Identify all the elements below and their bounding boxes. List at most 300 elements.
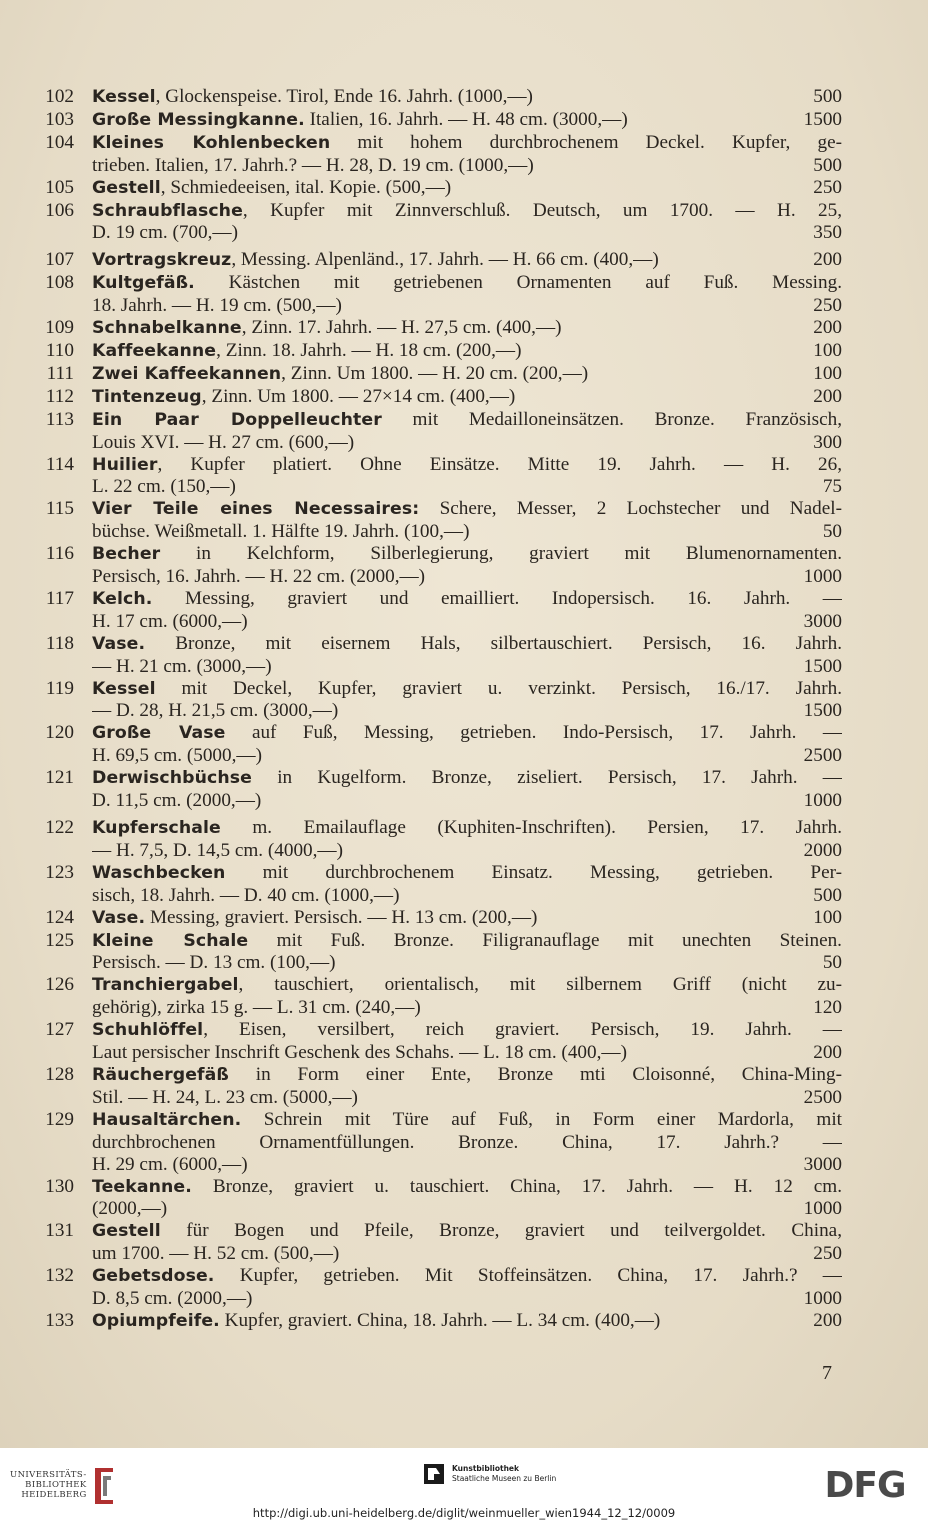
- university-library-text: UNIVERSITÄTS- BIBLIOTHEK HEIDELBERG: [10, 1470, 87, 1500]
- entry-line: [30, 1154, 842, 1176]
- lot-price: 200: [813, 249, 842, 271]
- university-library-logo[interactable]: [10, 1466, 117, 1504]
- lot-description: [92, 1310, 799, 1333]
- dfg-logo[interactable]: [816, 1466, 914, 1502]
- entry-line: [30, 386, 842, 409]
- lot-text: Schrein mit Türe auf Fuß, in Form einer Mardorla, mit: [241, 1108, 842, 1130]
- lot-price: 100: [813, 339, 842, 361]
- lot-number: 122: [45, 817, 74, 838]
- entry-line: [30, 745, 842, 767]
- lot-price: 75: [822, 476, 842, 498]
- lot-description: [92, 249, 799, 272]
- catalog-entry: [30, 862, 842, 907]
- page-number: 7: [822, 1362, 832, 1384]
- entry-line: [30, 1064, 842, 1087]
- lot-description: [92, 521, 809, 543]
- lot-text: Messing, graviert. Persisch. — H. 13 cm. (200,—): [145, 906, 538, 928]
- lot-description: [92, 155, 799, 177]
- entry-line: [30, 476, 842, 498]
- lot-price: 100: [813, 906, 842, 928]
- lot-description: [92, 1064, 842, 1087]
- lot-number: 110: [45, 339, 74, 361]
- lot-description: [92, 1109, 842, 1132]
- lot-description: [92, 454, 842, 477]
- catalog-entry: [30, 767, 842, 812]
- catalog-entry: [30, 930, 842, 975]
- lot-text: trieben. Italien, 17. Jahrh.? — H. 28, D. 19 cm. (1000,—): [92, 154, 534, 176]
- lot-text: , Kupfer mit Zinnverschluß. Deutsch, um 1700. — H. 25,: [242, 199, 842, 221]
- lot-text: Kästchen mit getriebenen Ornamenten auf Fuß. Messing.: [194, 272, 842, 294]
- lot-price: 200: [813, 385, 842, 407]
- lot-price: 350: [813, 222, 842, 244]
- entry-line: [30, 109, 842, 132]
- entry-line: [30, 700, 842, 722]
- entry-line: [30, 1288, 842, 1310]
- lot-title: Vier Teile eines Necessaires:: [92, 499, 420, 520]
- lot-text: mit durchbrochenem Einsatz. Messing, getrieben. Per-: [225, 861, 842, 883]
- lot-text: , Schmiedeeisen, ital. Kopie. (500,—): [160, 176, 452, 198]
- catalog-entry: [30, 1109, 842, 1176]
- lot-description: [92, 200, 842, 223]
- lot-number: 125: [45, 929, 74, 951]
- lot-description: [92, 317, 799, 340]
- catalog-entry: [30, 340, 842, 363]
- lot-description: [92, 767, 842, 790]
- kunstbibliothek-subtitle: Staatliche Museen zu Berlin: [452, 1474, 557, 1483]
- lot-title: Kupferschale: [92, 818, 221, 838]
- lot-price: 50: [822, 952, 842, 974]
- entry-line: [30, 249, 842, 272]
- lot-title: Kaffeekanne: [92, 340, 217, 361]
- lot-number: 129: [45, 1108, 74, 1130]
- entry-line: [30, 722, 842, 745]
- entry-line: [30, 155, 842, 177]
- lot-text: H. 17 cm. (6000,—): [92, 610, 248, 632]
- lot-description: [92, 109, 790, 132]
- lot-price: 120: [813, 997, 842, 1019]
- lot-price: 1000: [803, 790, 842, 812]
- lot-text: sisch, 18. Jahrh. — D. 40 cm. (1000,—): [92, 884, 400, 906]
- catalog-entry: [30, 317, 842, 340]
- catalog-entry: [30, 1064, 842, 1109]
- lot-text: in Form einer Ente, Bronze mti Cloisonné, China-Ming-: [228, 1063, 842, 1085]
- lot-description: [92, 543, 842, 566]
- lot-title: Vase.: [92, 907, 146, 928]
- catalog-entry: [30, 272, 842, 317]
- lot-text: m. Emailauflage (Kuphiten-Inschriften). Persien, 17. Jahrh.: [220, 817, 842, 838]
- lot-text: mit Deckel, Kupfer, graviert u. verzinkt. Persisch, 16./17. Jahrh.: [155, 677, 842, 699]
- lot-description: [92, 1132, 842, 1154]
- lot-price: 500: [813, 154, 842, 176]
- entry-line: [30, 862, 842, 885]
- lot-number: 107: [45, 249, 74, 271]
- entry-line: [30, 952, 842, 974]
- lot-text: Kupfer, getrieben. Mit Stoffeinsätzen. China, 17. Jahrh.? —: [214, 1265, 842, 1287]
- catalog-entry: [30, 200, 842, 245]
- lot-description: [92, 997, 799, 1019]
- lot-number: 120: [45, 722, 74, 744]
- lot-title: Schuhlöffel: [92, 1020, 204, 1041]
- lot-description: [92, 722, 842, 745]
- lot-text: — H. 7,5, D. 14,5 cm. (4000,—): [92, 839, 344, 861]
- lot-title: Gestell: [92, 177, 161, 198]
- entry-line: [30, 432, 842, 454]
- entry-line: [30, 930, 842, 953]
- entry-line: [30, 588, 842, 611]
- entry-line: [30, 1176, 842, 1199]
- lot-description: [92, 476, 809, 498]
- lot-price: 200: [813, 317, 842, 339]
- lot-title: Kultgefäß.: [92, 273, 195, 294]
- entry-line: [30, 1109, 842, 1132]
- entry-line: [30, 907, 842, 930]
- lot-description: [92, 656, 790, 678]
- catalog-entry: [30, 363, 842, 386]
- lot-price: 500: [813, 884, 842, 906]
- lot-description: [92, 272, 842, 295]
- lot-number: 114: [45, 453, 74, 475]
- entry-line: [30, 974, 842, 997]
- lot-number: 103: [45, 108, 74, 130]
- lot-title: Tranchiergabel: [92, 975, 239, 996]
- lot-title: Kleines Kohlenbecken: [92, 132, 331, 153]
- lot-price: 2000: [803, 839, 842, 861]
- lot-description: [92, 790, 790, 812]
- lot-price: 250: [813, 176, 842, 198]
- lot-number: 133: [45, 1309, 74, 1331]
- entry-line: [30, 1042, 842, 1064]
- lot-number: 119: [45, 677, 74, 699]
- lot-number: 108: [45, 272, 74, 294]
- lot-description: [92, 86, 799, 109]
- catalog-entry: [30, 678, 842, 723]
- lot-number: 123: [45, 861, 74, 883]
- lot-text: mit Fuß. Bronze. Filigranauflage mit unechten Steinen.: [248, 929, 842, 951]
- lot-title: Vortragskreuz: [92, 250, 232, 271]
- catalog-entry: [30, 498, 842, 543]
- lot-price: 250: [813, 1243, 842, 1265]
- lot-description: [92, 132, 842, 155]
- lot-price: 1000: [803, 566, 842, 588]
- lot-title: Kessel: [92, 87, 156, 107]
- lot-description: [92, 498, 842, 521]
- lot-text: L. 22 cm. (150,—): [92, 476, 236, 498]
- catalog-entry: [30, 409, 842, 454]
- lot-text: H. 69,5 cm. (5000,—): [92, 745, 262, 767]
- lot-price: 50: [822, 521, 842, 543]
- lot-price: 3000: [803, 1153, 842, 1175]
- lot-text: Persisch, 16. Jahrh. — H. 22 cm. (2000,—): [92, 566, 426, 588]
- entry-line: [30, 1220, 842, 1243]
- lot-title: Schraubflasche: [92, 200, 243, 221]
- lot-description: [92, 1087, 790, 1109]
- lot-description: [92, 363, 799, 386]
- lot-price: 2500: [803, 745, 842, 767]
- lot-number: 105: [45, 176, 74, 198]
- lot-description: [92, 678, 842, 701]
- lot-text: für Bogen und Pfeile, Bronze, graviert und teilvergoldet. China,: [160, 1220, 842, 1242]
- entry-line: [30, 86, 842, 109]
- lot-text: — D. 28, H. 21,5 cm. (3000,—): [92, 700, 339, 722]
- lot-number: 121: [45, 767, 74, 789]
- lot-price: 200: [813, 1042, 842, 1064]
- catalog-entry: [30, 86, 842, 109]
- entry-line: [30, 790, 842, 812]
- catalog-entry: [30, 249, 842, 272]
- footer: [0, 1448, 928, 1523]
- lot-title: Becher: [92, 544, 161, 565]
- catalog-entry: [30, 386, 842, 409]
- lot-text: mit Medailloneinsätzen. Bronze. Französisch,: [381, 408, 842, 430]
- lot-description: [92, 885, 799, 907]
- catalog-entry: [30, 177, 842, 200]
- lot-number: 130: [45, 1175, 74, 1197]
- catalog-entry: [30, 1176, 842, 1221]
- lot-description: [92, 222, 799, 244]
- entry-line: [30, 200, 842, 223]
- lot-number: 117: [45, 587, 74, 609]
- lot-price: 2500: [803, 1086, 842, 1108]
- entry-line: [30, 656, 842, 678]
- lot-text: Louis XVI. — H. 27 cm. (600,—): [92, 431, 355, 453]
- lot-text: , Messing. Alpenländ., 17. Jahrh. — H. 66 cm. (400,—): [231, 249, 659, 271]
- lot-text: , Eisen, versilbert, reich graviert. Persisch, 19. Jahrh. —: [203, 1019, 842, 1041]
- entry-line: [30, 817, 842, 840]
- lot-text: mit hohem durchbrochenem Deckel. Kupfer, ge-: [330, 131, 842, 153]
- lot-description: [92, 840, 790, 862]
- entry-line: [30, 177, 842, 200]
- lot-description: [92, 177, 799, 200]
- lot-title: Ein Paar Doppelleuchter: [92, 409, 382, 430]
- lot-description: [92, 295, 799, 317]
- lot-text: in Kelchform, Silberlegierung, graviert mit Blumenornamenten.: [160, 543, 842, 565]
- catalog-entry: [30, 588, 842, 633]
- entry-line: [30, 222, 842, 244]
- lot-text: , Glockenspeise. Tirol, Ende 16. Jahrh. (1000,—): [155, 86, 533, 107]
- svg-text:DFG: DFG: [824, 1466, 906, 1502]
- catalog-entry: [30, 132, 842, 177]
- lot-description: [92, 817, 842, 840]
- lot-text: durchbrochenen Ornamentfüllungen. Bronze. China, 17. Jahrh.? —: [92, 1131, 842, 1153]
- lot-price: 1500: [803, 108, 842, 130]
- entry-line: [30, 611, 842, 633]
- lot-text: D. 8,5 cm. (2000,—): [92, 1288, 253, 1310]
- lot-title: Gebetsdose.: [92, 1266, 215, 1287]
- lot-description: [92, 1265, 842, 1288]
- catalog-entry: [30, 454, 842, 499]
- entry-line: [30, 1019, 842, 1042]
- entry-line: [30, 363, 842, 386]
- catalog-entry: [30, 722, 842, 767]
- lot-text: Schere, Messer, 2 Lochstecher und Nadel-: [419, 498, 842, 520]
- lot-text: 18. Jahrh. — H. 19 cm. (500,—): [92, 295, 342, 317]
- lot-text: , Zinn. Um 1800. — H. 20 cm. (200,—): [281, 362, 589, 384]
- entry-line: [30, 678, 842, 701]
- lot-description: [92, 1019, 842, 1042]
- lot-number: 111: [46, 362, 74, 384]
- entry-line: [30, 997, 842, 1019]
- entry-line: [30, 272, 842, 295]
- lot-price: 1000: [803, 1288, 842, 1310]
- lot-description: [92, 1042, 799, 1064]
- lot-price: 300: [813, 431, 842, 453]
- lot-number: 106: [45, 199, 74, 221]
- lot-title: Huilier: [92, 454, 158, 475]
- lot-price: 200: [813, 1309, 842, 1331]
- lot-title: Derwischbüchse: [92, 768, 252, 789]
- lot-number: 112: [45, 385, 74, 407]
- catalog-entry: [30, 543, 842, 588]
- lot-title: Kessel: [92, 678, 156, 699]
- lot-text: Persisch. — D. 13 cm. (100,—): [92, 952, 336, 974]
- entry-line: [30, 340, 842, 363]
- lot-text: , tauschiert, orientalisch, mit silbernem Griff (nicht zu-: [238, 974, 842, 996]
- source-url[interactable]: http://digi.ub.uni-heidelberg.de/diglit/weinmueller_wien1944_12_12/0009: [252, 1506, 676, 1520]
- lot-title: Vase.: [92, 633, 146, 654]
- lot-description: [92, 409, 842, 432]
- lot-description: [92, 862, 842, 885]
- lot-description: [92, 952, 809, 974]
- lot-number: 126: [45, 974, 74, 996]
- catalog-entry: [30, 817, 842, 862]
- catalog-entry: [30, 109, 842, 132]
- entry-line: [30, 454, 842, 477]
- entry-line: [30, 1087, 842, 1109]
- entry-line: [30, 840, 842, 862]
- catalog-entry: [30, 974, 842, 1019]
- entry-line: [30, 521, 842, 543]
- lot-number: 118: [45, 632, 74, 654]
- lot-number: 132: [45, 1265, 74, 1287]
- lot-description: [92, 930, 842, 953]
- entry-line: [30, 1310, 842, 1333]
- kunstbibliothek-name: Kunstbibliothek: [452, 1464, 520, 1473]
- lot-description: [92, 1198, 790, 1220]
- lot-title: Räuchergefäß: [92, 1064, 229, 1085]
- lot-text: Bronze, mit eisernem Hals, silbertauschiert. Persisch, 16. Jahrh.: [145, 632, 842, 654]
- lot-description: [92, 633, 842, 656]
- entry-line: [30, 409, 842, 432]
- lot-description: [92, 566, 790, 588]
- kunstbibliothek-logo[interactable]: [424, 1464, 556, 1484]
- lot-text: auf Fuß, Messing, getrieben. Indo-Persisch, 17. Jahrh. —: [225, 722, 842, 744]
- lot-number: 124: [45, 906, 74, 928]
- lot-price: 100: [813, 362, 842, 384]
- lot-text: (2000,—): [92, 1198, 168, 1220]
- lot-text: Messing, graviert und emailliert. Indopersisch. 16. Jahrh. —: [152, 587, 842, 609]
- lot-description: [92, 386, 799, 409]
- lot-text: Bronze, graviert u. tauschiert. China, 17. Jahrh. — H. 12 cm.: [191, 1175, 842, 1197]
- lot-price: 1000: [803, 1198, 842, 1220]
- lot-description: [92, 1288, 790, 1310]
- lot-number: 102: [45, 86, 74, 107]
- lot-text: — H. 21 cm. (3000,—): [92, 655, 272, 677]
- catalog-entry: [30, 1310, 842, 1333]
- lot-text: , Zinn. Um 1800. — 27×14 cm. (400,—): [201, 385, 516, 407]
- lot-number: 116: [45, 543, 74, 565]
- lot-price: 1500: [803, 655, 842, 677]
- entry-line: [30, 1132, 842, 1154]
- lot-description: [92, 611, 790, 633]
- lot-number: 113: [45, 408, 74, 430]
- lot-title: Gestell: [92, 1221, 161, 1242]
- lot-number: 131: [45, 1220, 74, 1242]
- entry-line: [30, 767, 842, 790]
- lot-text: gehörig), zirka 15 g. — L. 31 cm. (240,—): [92, 997, 421, 1019]
- lot-title: Große Messingkanne.: [92, 109, 305, 130]
- lot-text: Stil. — H. 24, L. 23 cm. (5000,—): [92, 1086, 358, 1108]
- lot-description: [92, 745, 790, 767]
- lot-text: in Kugelform. Bronze, ziseliert. Persisch, 17. Jahrh. —: [251, 767, 842, 789]
- lot-description: [92, 432, 799, 454]
- entry-line: [30, 543, 842, 566]
- catalog-entry: [30, 1220, 842, 1265]
- lot-text: Italien, 16. Jahrh. — H. 48 cm. (3000,—): [304, 108, 628, 130]
- entry-line: [30, 295, 842, 317]
- catalog-entry: [30, 633, 842, 678]
- lot-description: [92, 588, 842, 611]
- lot-description: [92, 974, 842, 997]
- lot-number: 115: [45, 498, 74, 520]
- lot-description: [92, 700, 790, 722]
- lot-title: Waschbecken: [92, 862, 226, 883]
- lot-title: Tintenzeug: [92, 386, 202, 407]
- lot-text: , Zinn. 17. Jahrh. — H. 27,5 cm. (400,—): [241, 317, 562, 339]
- entry-line: [30, 1243, 842, 1265]
- catalog-entry: [30, 1019, 842, 1064]
- lot-title: Große Vase: [92, 723, 226, 744]
- lot-number: 109: [45, 317, 74, 339]
- catalog-entry: [30, 1265, 842, 1310]
- lot-number: 104: [45, 131, 74, 153]
- lot-title: Teekanne.: [92, 1176, 192, 1197]
- lot-price: 500: [813, 86, 842, 107]
- lot-description: [92, 1154, 790, 1176]
- entry-line: [30, 633, 842, 656]
- lot-title: Kelch.: [92, 588, 153, 609]
- lot-description: [92, 1220, 842, 1243]
- entry-line: [30, 885, 842, 907]
- entry-line: [30, 1198, 842, 1220]
- lot-price: 1500: [803, 700, 842, 722]
- lot-description: [92, 1176, 842, 1199]
- lot-number: 127: [45, 1019, 74, 1041]
- lot-text: D. 11,5 cm. (2000,—): [92, 790, 262, 812]
- lot-text: Laut persischer Inschrift Geschenk des Schahs. — L. 18 cm. (400,—): [92, 1042, 627, 1064]
- university-crest-icon: [91, 1466, 117, 1504]
- lot-text: , Kupfer platiert. Ohne Einsätze. Mitte 19. Jahrh. — H. 26,: [157, 453, 842, 475]
- lot-text: H. 29 cm. (6000,—): [92, 1153, 248, 1175]
- lot-title: Schnabelkanne: [92, 318, 242, 339]
- lot-description: [92, 1243, 799, 1265]
- entry-line: [30, 1265, 842, 1288]
- entry-line: [30, 566, 842, 588]
- lot-description: [92, 340, 799, 363]
- lot-text: büchse. Weißmetall. 1. Hälfte 19. Jahrh. (100,—): [92, 521, 470, 543]
- lot-number: 128: [45, 1063, 74, 1085]
- lot-price: 250: [813, 295, 842, 317]
- lot-title: Zwei Kaffeekannen: [92, 363, 282, 384]
- entry-line: [30, 317, 842, 340]
- lot-text: um 1700. — H. 52 cm. (500,—): [92, 1243, 340, 1265]
- lot-text: , Zinn. 18. Jahrh. — H. 18 cm. (200,—): [216, 339, 522, 361]
- lot-title: Kleine Schale: [92, 930, 249, 951]
- lot-title: Opiumpfeife.: [92, 1310, 220, 1331]
- lot-text: Kupfer, graviert. China, 18. Jahrh. — L. 34 cm. (400,—): [219, 1309, 661, 1331]
- catalog-entries: [30, 86, 842, 1333]
- lot-title: Hausaltärchen.: [92, 1109, 242, 1130]
- catalog-entry: [30, 907, 842, 930]
